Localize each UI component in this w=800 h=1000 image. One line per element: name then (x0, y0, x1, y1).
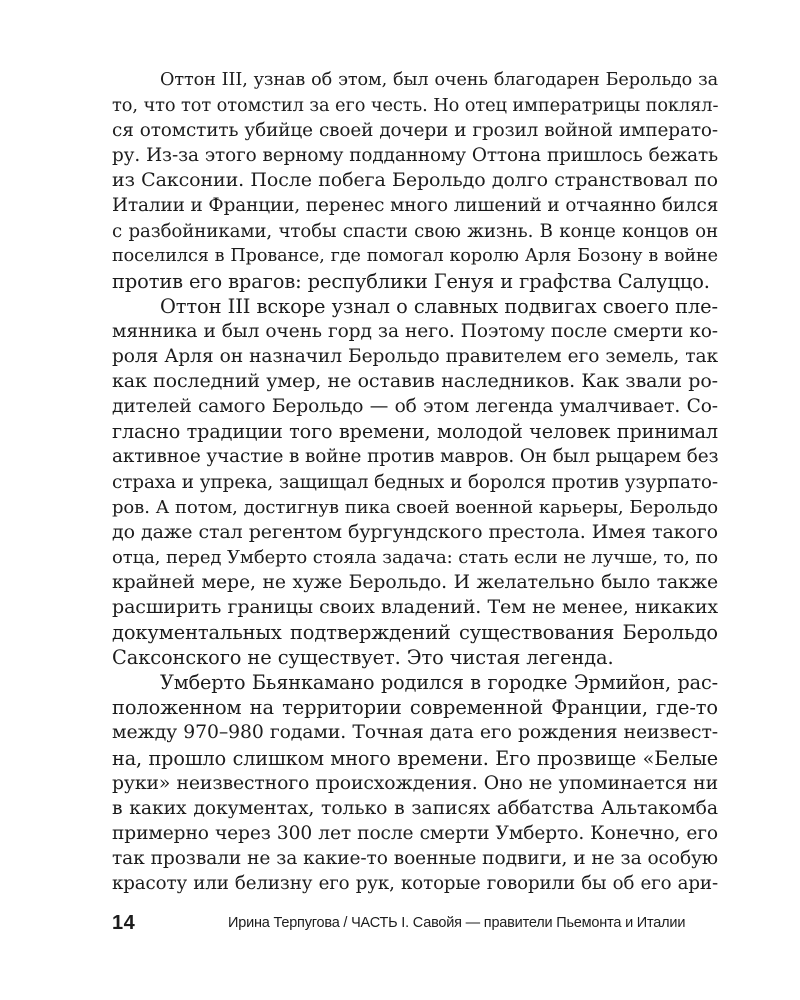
text-line: между 970–980 годами. Точная дата его рождения неизвест- (112, 722, 718, 744)
text-line: гласно традиции того времени, молодой человек принимал (112, 420, 718, 444)
running-head: Ирина Терпугова / ЧАСТЬ I. Савойя — правители Пьемонта и Италии (228, 915, 686, 931)
text-line: из Саксонии. После побега Берольдо долго странствовал по (112, 169, 718, 192)
text-line: положенном на территории современной Франции, где-то (112, 696, 718, 720)
text-line: Оттон III, узнав об этом, был очень благодарен Берольдо за (160, 70, 718, 90)
text-line: с разбойниками, чтобы спасти свою жизнь. В конце концов он (112, 220, 718, 242)
text-line: расширить границы своих владений. Тем не менее, никаких (112, 595, 718, 618)
body-text (112, 68, 718, 896)
text-line: красоту или белизну его рук, которые говорили бы об его ари- (112, 873, 718, 894)
text-line: дителей самого Берольдо — об этом легенда умалчивает. Со- (112, 396, 718, 418)
text-line: ров. А потом, достигнув пика своей военной карьеры, Берольдо (112, 496, 718, 518)
text-line: документальных подтверждений существования Берольдо (112, 621, 718, 645)
text-line: ся отомстить убийце своей дочери и грозил войной императо- (112, 120, 718, 142)
text-line: крайней мере, не хуже Берольдо. И желательно было также (112, 571, 718, 593)
text-line: ру. Из-за этого верному подданному Оттона пришлось бежать (112, 145, 718, 167)
text-line: в каких документах, только в записях аббатства Альтакомба (112, 797, 718, 819)
page-footer (112, 912, 718, 942)
text-line: на, прошло слишком много времени. Его прозвище «Белые (112, 746, 718, 770)
text-line: активное участие в войне против мавров. Он был рыцарем без (112, 446, 718, 468)
text-line: то, что тот отомстил за его честь. Но отец императрицы поклял- (112, 95, 718, 117)
text-line: Оттон III вскоре узнал о славных подвигах своего пле- (160, 294, 718, 318)
page-number: 14 (112, 912, 136, 934)
text-line: Умберто Бьянкамано родился в городке Эрмийон, рас- (160, 671, 718, 695)
paragraph-3 (112, 670, 718, 896)
paragraph-1 (112, 68, 718, 294)
paragraph-2 (112, 294, 718, 670)
text-line: отца, перед Умберто стояла задача: стать если не лучше, то, по (112, 546, 718, 568)
text-line: Саксонского не существует. Это чистая легенда. (112, 646, 614, 670)
text-line: против его врагов: республики Генуя и графства Салуццо. (112, 269, 710, 293)
text-line: как последний умер, не оставив наследников. Как звали ро- (112, 370, 718, 393)
text-line: так прозвали не за какие-то военные подвиги, и не за особую (112, 847, 718, 869)
text-line: мянника и был очень горд за него. Поэтому после смерти ко- (112, 320, 718, 342)
text-line: руки» неизвестного происхождения. Оно не упоминается ни (112, 772, 718, 794)
text-line: до даже стал регентом бургундского престола. Имея такого (112, 520, 718, 543)
text-line: страха и упрека, защищал бедных и боролся против узурпато- (112, 471, 718, 493)
text-line: примерно через 300 лет после смерти Умберто. Конечно, его (112, 822, 718, 844)
text-line: Италии и Франции, перенес много лишений и отчаянно бился (112, 195, 718, 217)
text-line: роля Арля он назначил Берольдо правителем его земель, так (112, 346, 718, 368)
text-line: поселился в Провансе, где помогал королю Арля Бозону в войне (112, 245, 718, 266)
